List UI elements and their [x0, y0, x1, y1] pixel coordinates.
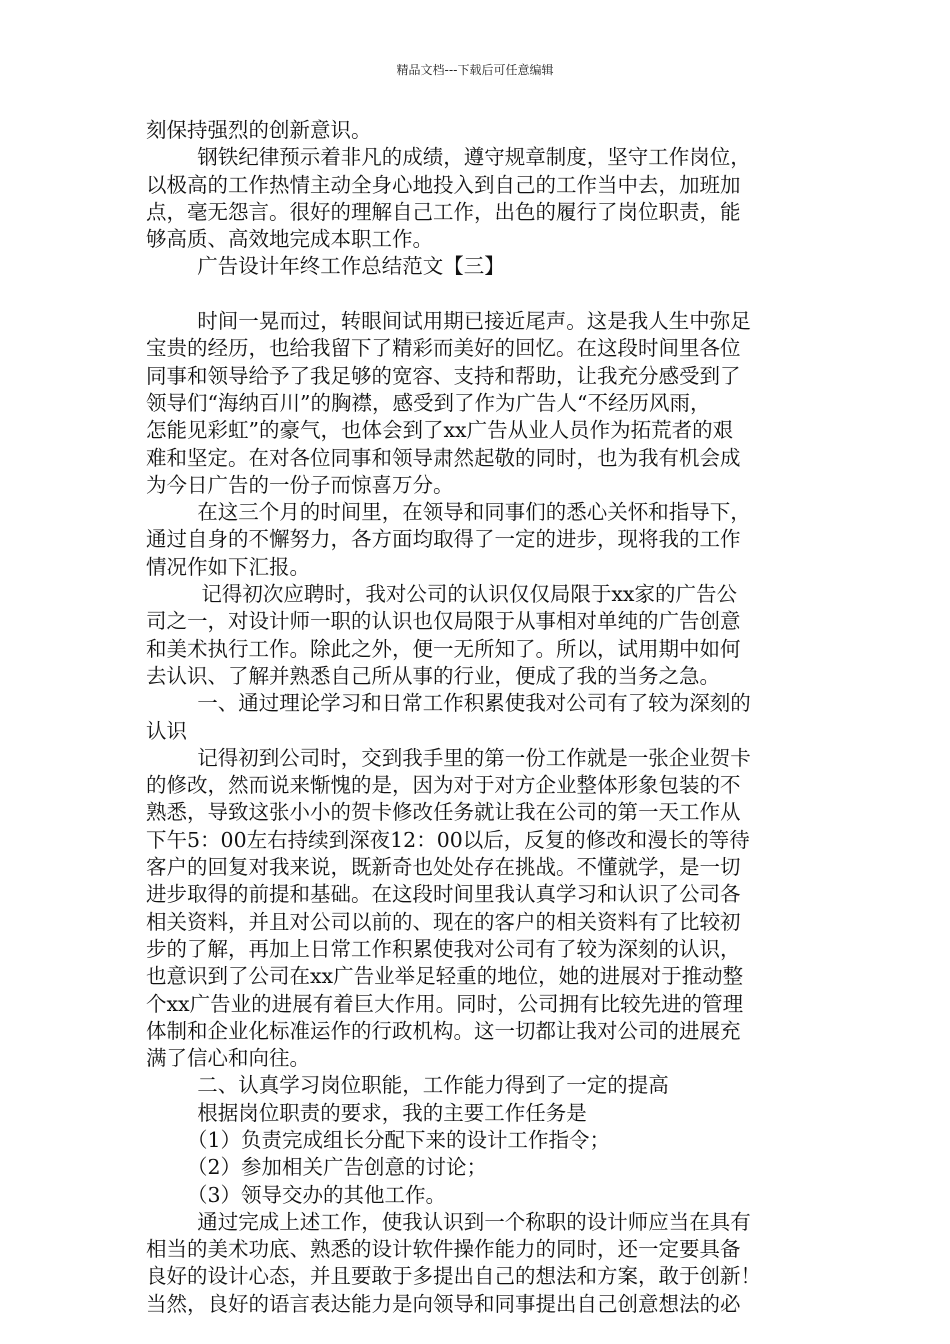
text-line: （2）参加相关广告创意的讨论；: [187, 1155, 488, 1180]
text-line: 一、通过理论学习和日常工作积累使我对公司有了较为深刻的: [197, 691, 751, 716]
text-line: 以极高的工作热情主动全身心地投入到自己的工作当中去，加班加: [146, 172, 741, 197]
text-line: 进步取得的前提和基础。在这段时间里我认真学习和认识了公司各: [146, 882, 741, 907]
text-line: 通过自身的不懈努力，各方面均取得了一定的进步，现将我的工作: [146, 527, 741, 552]
text-line: 相关资料，并且对公司以前的、现在的客户的相关资料有了比较初: [146, 909, 741, 934]
text-line: 通过完成上述工作，使我认识到一个称职的设计师应当在具有: [197, 1209, 751, 1234]
page-header: 精品文档---下载后可任意编辑: [396, 63, 554, 77]
text-line: 熟悉，导致这张小小的贺卡修改任务就让我在公司的第一天工作从: [146, 800, 741, 825]
text-line: 宝贵的经历，也给我留下了精彩而美好的回忆。在这段时间里各位: [146, 336, 741, 361]
text-line: 难和坚定。在对各位同事和领导肃然起敬的同时，也为我有机会成: [146, 445, 741, 470]
text-line: 广告设计年终工作总结范文【三】: [197, 254, 505, 279]
text-line: 良好的设计心态，并且要敢于多提出自己的想法和方案，敢于创新！: [146, 1264, 761, 1289]
text-line: 当然，良好的语言表达能力是向领导和同事提出自己创意想法的必: [146, 1291, 741, 1316]
text-line: （1）负责完成组长分配下来的设计工作指令；: [187, 1127, 611, 1152]
text-line: 体制和企业化标准运作的行政机构。这一切都让我对公司的进展充: [146, 1018, 741, 1043]
text-line: 客户的回复对我来说，既新奇也处处存在挑战。不懂就学，是一切: [146, 855, 741, 880]
text-line: 满了信心和向往。: [146, 1046, 310, 1071]
text-line: 够高质、高效地完成本职工作。: [146, 227, 433, 252]
text-line: 钢铁纪律预示着非凡的成绩，遵守规章制度，坚守工作岗位，: [197, 145, 751, 170]
text-line: 记得初次应聘时，我对公司的认识仅仅局限于xx家的广告公: [201, 582, 737, 607]
text-line: 下午5：00左右持续到深夜12：00以后，反复的修改和漫长的等待: [146, 827, 750, 852]
text-line: 司之一，对设计师一职的认识也仅局限于从事相对单纯的广告创意: [146, 609, 741, 634]
text-line: 也意识到了公司在xx广告业举足轻重的地位，她的进展对于推动整: [146, 964, 744, 989]
text-line: 认识: [146, 718, 187, 743]
text-line: 根据岗位职责的要求，我的主要工作任务是: [197, 1100, 587, 1125]
text-line: 记得初到公司时，交到我手里的第一份工作就是一张企业贺卡: [197, 745, 751, 770]
text-line: 相当的美术功底、熟悉的设计软件操作能力的同时，还一定要具备: [146, 1237, 741, 1262]
text-line: 二、认真学习岗位职能，工作能力得到了一定的提高: [197, 1073, 669, 1098]
text-line: 去认识、了解并熟悉自己所从事的行业，便成了我的当务之急。: [146, 663, 720, 688]
text-line: （3）领导交办的其他工作。: [187, 1182, 447, 1207]
document-body: [146, 117, 808, 1318]
blank-line: [146, 281, 808, 308]
text-line: 步的了解，再加上日常工作积累使我对公司有了较为深刻的认识，: [146, 936, 741, 961]
text-line: 怎能见彩虹”的豪气，也体会到了xx广告从业人员作为拓荒者的艰: [146, 418, 734, 443]
text-line: 点，毫无怨言。很好的理解自己工作，出色的履行了岗位职责，能: [146, 199, 741, 224]
text-line: 在这三个月的时间里，在领导和同事们的悉心关怀和指导下，: [197, 500, 751, 525]
text-line: 个xx广告业的进展有着巨大作用。同时，公司拥有比较先进的管理: [146, 991, 744, 1016]
text-line: 同事和领导给予了我足够的宽容、支持和帮助，让我充分感受到了: [146, 363, 741, 388]
text-line: 和美术执行工作。除此之外，便一无所知了。所以，试用期中如何: [146, 636, 741, 661]
text-line: 领导们“海纳百川”的胸襟，感受到了作为广告人“不经历风雨，: [146, 390, 711, 415]
text-line: 情况作如下汇报。: [146, 554, 310, 579]
text-line: 刻保持强烈的创新意识。: [146, 118, 372, 142]
text-line: 为今日广告的一份子而惊喜万分。: [146, 472, 454, 497]
text-line: 的修改，然而说来惭愧的是，因为对于对方企业整体形象包装的不: [146, 773, 741, 798]
text-line: 时间一晃而过，转眼间试用期已接近尾声。这是我人生中弥足: [197, 309, 751, 334]
